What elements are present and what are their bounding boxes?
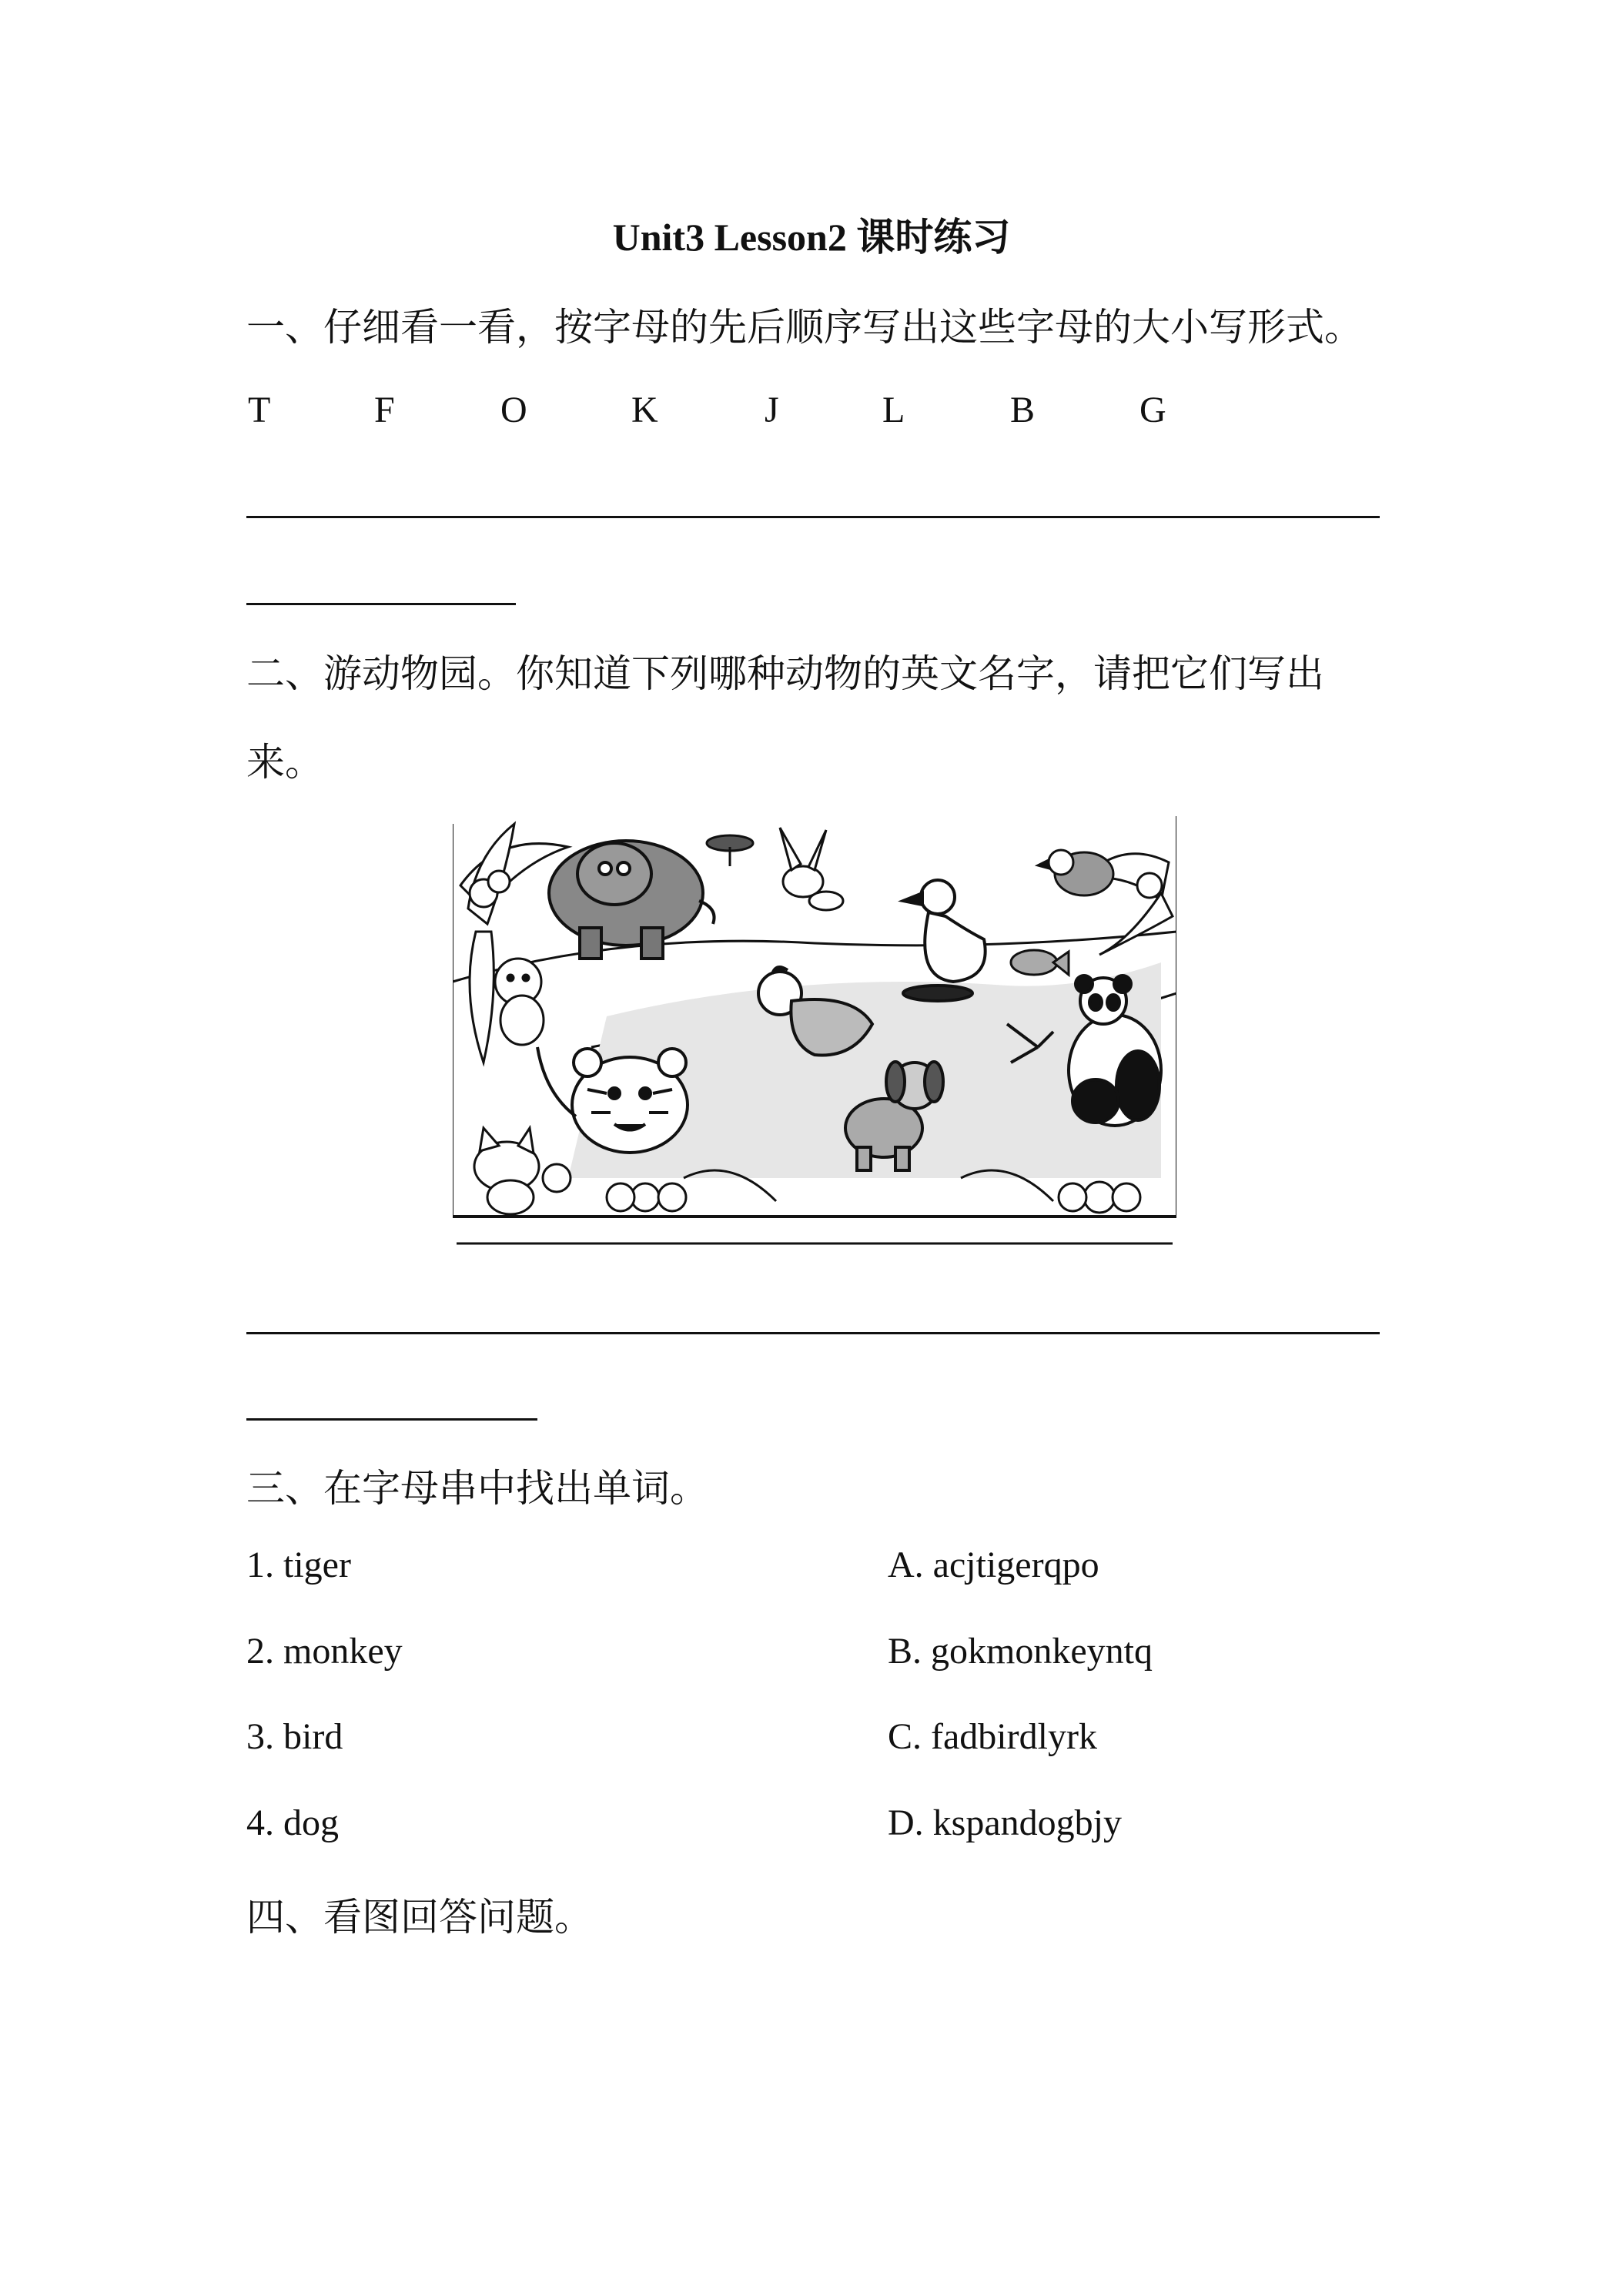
section3-heading: 三、在字母串中找出单词。 [246, 1466, 708, 1511]
section4-heading: 四、看图回答问题。 [246, 1895, 593, 1940]
answer-line-1[interactable] [246, 516, 1380, 518]
answer-line-2[interactable] [246, 603, 516, 605]
letter-l: L [882, 390, 905, 430]
fish [1011, 950, 1069, 975]
answer-line-4[interactable] [246, 1418, 537, 1421]
letter-f: F [374, 390, 395, 430]
bird [1038, 850, 1113, 895]
letter-string-c: C. fadbirdlyrk [888, 1716, 1097, 1757]
baby-chick [495, 959, 544, 1045]
word-item-3: 3. bird [246, 1716, 343, 1757]
section2-heading-line1: 二、游动物园。你知道下列哪种动物的英文名字，请把它们写出 [246, 651, 1324, 696]
elephant [549, 841, 714, 959]
letter-string-a: A. acjtigerqpo [888, 1545, 1099, 1585]
kitty [474, 1128, 571, 1214]
letter-g: G [1139, 390, 1166, 430]
section1-heading: 一、仔细看一看，按字母的先后顺序写出这些字母的大小写形式。 [246, 305, 1363, 350]
word-item-2: 2. monkey [246, 1631, 403, 1672]
answer-line-3[interactable] [246, 1332, 1380, 1334]
page-title: Unit3 Lesson2 课时练习 [612, 216, 1011, 259]
word-item-1: 1. tiger [246, 1545, 351, 1585]
tree-horizon [707, 835, 753, 866]
letter-string-b: B. gokmonkeyntq [888, 1631, 1153, 1672]
letter-j: J [765, 390, 779, 430]
letter-t: T [248, 390, 271, 430]
section2-heading-line2: 来。 [246, 740, 323, 785]
word-item-4: 4. dog [246, 1802, 339, 1843]
letter-o: O [500, 390, 527, 430]
letter-k: K [631, 390, 658, 430]
letter-string-d: D. kspandogbjy [888, 1802, 1122, 1843]
rabbit [780, 828, 843, 910]
zoo-illustration [453, 816, 1176, 1247]
letter-b: B [1010, 390, 1036, 430]
tiger [537, 1047, 688, 1153]
